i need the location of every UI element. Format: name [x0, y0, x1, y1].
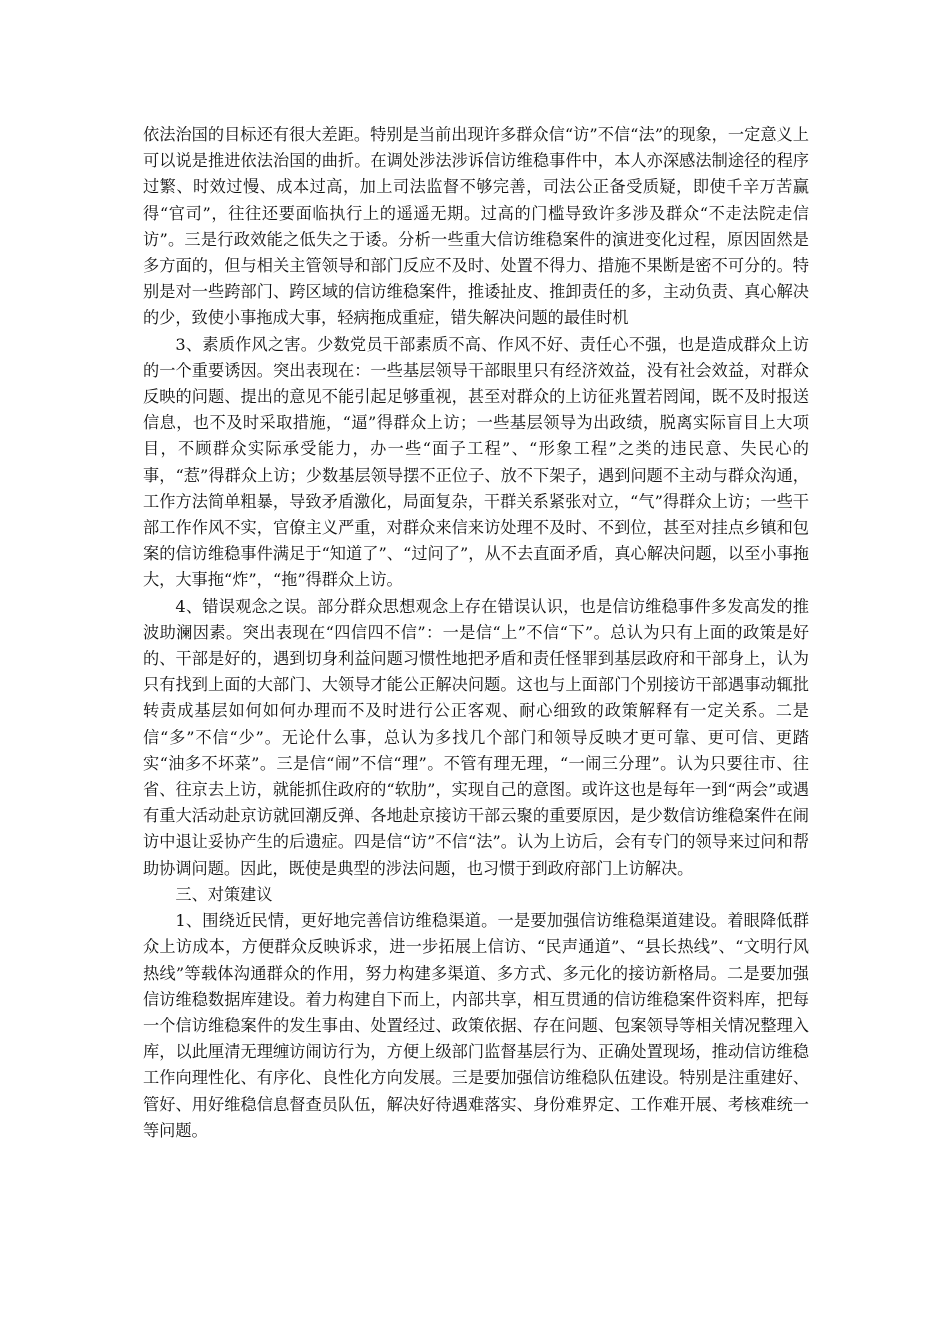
paragraph-channel-improvement: 1、围绕近民情，更好地完善信访维稳渠道。一是要加强信访维稳渠道建设。着眼降低群众上访成本，方便群众反映诉求，进一步拓展上信访、“民声通道”、“县长热线”、“文明行风热线”等载体沟通群众的作用，努力构建多渠道、多方式、多元化的接访新格局。二是要加强信访维稳数据库建设。着力构建自下而上，内部共享，相互贯通的信访维稳案件资料库，把每一个信访维稳案件的发生事由、处置经过、政策依据、存在问题、包案领导等相关情况整理入库，以此厘清无理缠访闹访行为，方便上级部门监督基层行为、正确处置现场，推动信访维稳工作向理性化、有序化、良性化方向发展。三是要加强信访维稳队伍建设。特别是注重建好、管好、用好维稳信息督查员队伍，解决好待遇难落实、身份难界定、工作难开展、考核难统一等问题。	[143, 911, 809, 1140]
section-heading-countermeasures: 三、对策建议	[175, 884, 273, 904]
paragraph-wrong-concepts: 4、错误观念之误。部分群众思想观念上存在错误认识，也是信访维稳事件多发高发的推波助澜因素。突出表现在“四信四不信”：一是信“上”不信“下”。总认为只有上面的政策是好的、干部是好的，遇到切身利益问题习惯性地把矛盾和责任怪罪到基层政府和干部身上，认为只有找到上面的大部门、大领导才能公正解决问题。这也与上面部门个别接访干部遇事动辄批转责成基层如何如何办理而不及时进行公正客观、耐心细致的政策解释有一定关系。二是信“多”不信“少”。无论什么事，总认为多找几个部门和领导反映才更可靠、更可信、更踏实“油多不坏菜”。三是信“闹”不信“理”。不管有理无理，“一闹三分理”。认为只要往市、往省、往京去上访，就能抓住政府的“软肋”，实现自己的意图。或许这也是每年一到“两会”或遇有重大活动赴京访就回潮反弹、各地赴京接访干部云聚的重要原因，是少数信访维稳案件在闹访中退让妥协产生的后遗症。四是信“访”不信“法”。认为上访后，会有专门的领导来过问和帮助协调问题。因此，既使是典型的涉法问题，也习惯于到政府部门上访解决。	[143, 596, 809, 878]
paragraph-legal-channels: 依法治国的目标还有很大差距。特别是当前出现许多群众信“访”不信“法”的现象，一定意义上可以说是推进依法治国的曲折。在调处涉法涉诉信访维稳事件中，本人亦深感法制途径的程序过繁、时效过慢、成本过高，加上司法监督不够完善，司法公正备受质疑，即使千辛万苦赢得“官司”，往往还要面临执行上的遥遥无期。过高的门槛导致许多涉及群众“不走法院走信访”。三是行政效能之低失之于诿。分析一些重大信访维稳案件的演进变化过程，原因固然是多方面的，但与相关主管领导和部门反应不及时、处置不得力、措施不果断是密不可分的。特别是对一些跨部门、跨区域的信访维稳案件，推诿扯皮、推卸责任的多，主动负责、真心解决的少，致使小事拖成大事，轻病拖成重症，错失解决问题的最佳时机	[143, 125, 809, 328]
document-body	[143, 122, 809, 1144]
paragraph-cadre-style: 3、素质作风之害。少数党员干部素质不高、作风不好、责任心不强，也是造成群众上访的一个重要诱因。突出表现在：一些基层领导干部眼里只有经济效益，没有社会效益，对群众反映的问题、提出的意见不能引起足够重视，甚至对群众的上访征兆置若罔闻，既不及时报送信息，也不及时采取措施，“逼”得群众上访；一些基层领导为出政绩，脱离实际盲目上大项目，不顾群众实际承受能力，办一些“面子工程”、“形象工程”之类的违民意、失民心的事，“惹”得群众上访；少数基层领导摆不正位子、放不下架子，遇到问题不主动与群众沟通，工作方法简单粗暴，导致矛盾激化，局面复杂，干群关系紧张对立，“气”得群众上访；一些干部工作作风不实，官僚主义严重，对群众来信来访处理不及时、不到位，甚至对挂点乡镇和包案的信访维稳事件满足于“知道了”、“过问了”，从不去直面矛盾，真心解决问题，以至小事拖大，大事拖“炸”，“拖”得群众上访。	[143, 334, 809, 590]
